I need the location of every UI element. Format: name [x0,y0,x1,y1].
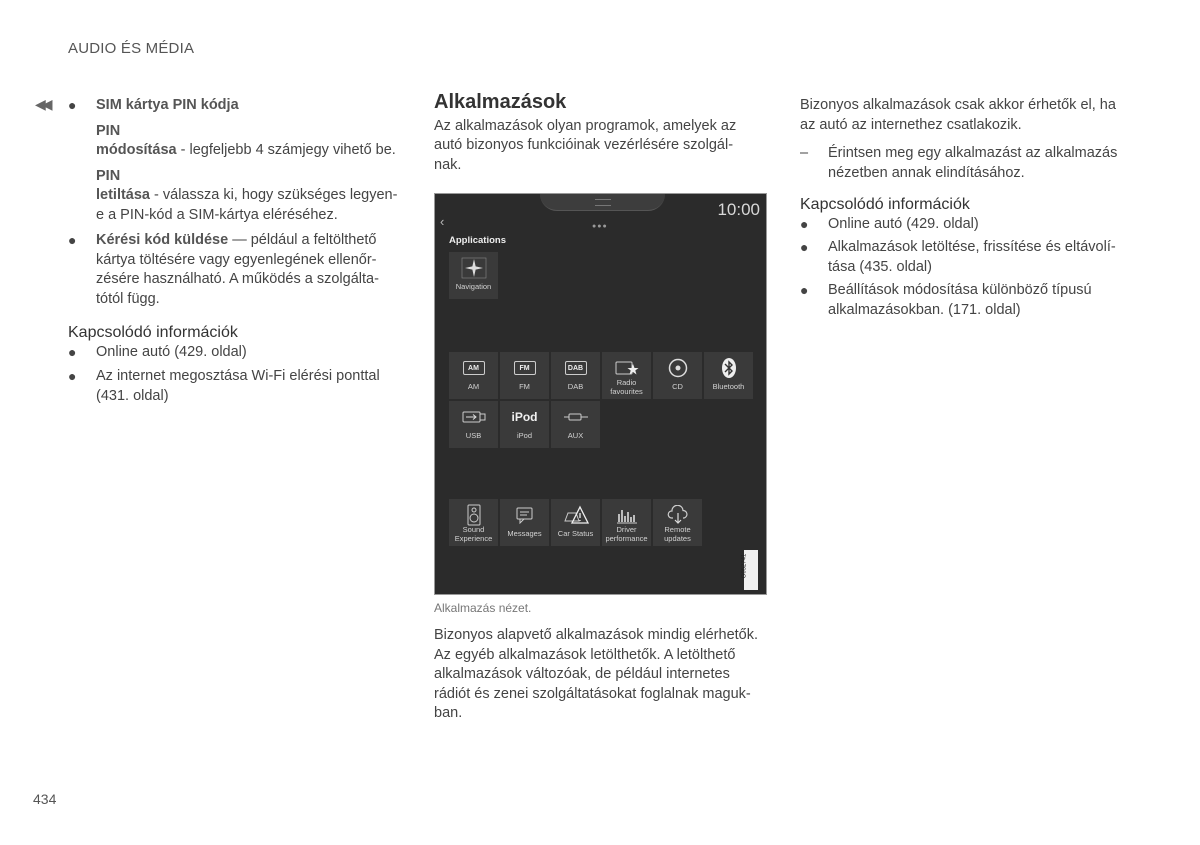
image-id-label [741,550,758,590]
related-link[interactable] [800,215,1130,235]
term: módosítása [96,142,177,158]
cd-icon [653,358,702,378]
app-tile-am[interactable] [449,352,499,400]
related-link[interactable] [68,343,398,363]
app-tile-cd[interactable] [653,352,703,400]
term: letiltása [96,187,150,203]
radio-star-icon [602,358,651,378]
app-tile-fm[interactable] [500,352,550,400]
app-view-screenshot [434,193,767,595]
app-tile-label: CD [672,382,683,391]
app-tile-usb[interactable] [449,401,499,449]
term-description: - válassza ki, hogy szükséges legyen-e a PIN-kód a SIM-kártya eléréséhez. [96,187,398,223]
app-tile-label: USB [465,431,482,440]
aux-cable-icon [551,407,600,427]
app-tile-label: Bluetooth [712,382,745,391]
related-link-text[interactable]: Alkalmazások letöltése, frissítése és eltávolí-tása (435. oldal) [828,239,1116,275]
app-tile-label: FM [519,382,530,391]
related-link-text[interactable]: Beállítások módosítása különböző típusú alkalmazásokban. (171. oldal) [828,282,1092,318]
app-tile-label: AM [467,382,480,391]
app-tile-label: Sound Experience [454,525,493,543]
bullet-icon: ● [800,215,809,232]
warning-car-icon [551,505,600,525]
related-heading: Kapcsolódó információk [800,196,970,213]
app-tile-label: Car Status [557,529,594,538]
bullet-icon: ● [68,232,77,248]
bullet-title: SIM kártya PIN kódja [96,97,239,113]
bullet-icon: ● [68,368,77,384]
app-tile-aux[interactable] [551,401,601,449]
app-tile-label: Messages [507,529,542,538]
related-link[interactable] [800,238,1130,277]
pin-disable-paragraph [68,167,398,226]
app-tile-label: AUX [567,431,584,440]
app-tile-label: Driver performance [605,525,648,543]
clock: 10:00 [717,200,760,219]
term-description: - legfeljebb 4 számjegy vihető be. [176,142,396,158]
app-tile-driver-performance[interactable] [602,499,652,547]
app-tile-label: Navigation [455,282,492,291]
page-header: AUDIO ÉS MÉDIA [68,40,195,57]
app-tile-label: iPod [516,431,532,440]
intro-text: Bizonyos alkalmazások csak akkor érhetők el, ha az autó az internethez csatlakozik. [800,97,1116,133]
page-dots: ●●● [592,223,608,230]
list-item [68,96,398,116]
step-text: Érintsen meg egy alkalmazást az alkalmazás nézetben annak elindításához. [828,145,1118,181]
pin-modify-paragraph [68,122,398,161]
radio-dab-icon: DAB [565,361,587,375]
term: Kérési kód küldése [96,232,229,248]
ipod-icon: iPod [511,410,538,424]
app-tile-dab[interactable] [551,352,601,400]
app-tile-remote-updates[interactable] [653,499,703,547]
list-item [68,231,398,309]
app-tile-car-status[interactable] [551,499,601,547]
app-tile-label: DAB [567,382,584,391]
compass-icon [449,258,498,278]
radio-fm-icon: FM [514,361,536,375]
app-tile-label: Remote updates [664,525,691,543]
related-heading: Kapcsolódó információk [68,324,238,341]
speaker-icon [449,505,498,525]
related-link[interactable] [68,367,398,406]
term-description: — például a feltölthető kártya töltésére vagy egyenlegének ellenőr-zésére használható. A működés a szolgálta-tótól függ. [96,232,379,307]
app-tile-messages[interactable] [500,499,550,547]
bullet-icon: ● [68,343,77,360]
step-item [800,144,1130,183]
screen-notch [540,194,665,211]
bullet-icon: ● [800,239,809,255]
left-column [68,96,398,406]
app-tile-navigation[interactable] [449,252,499,300]
back-arrow-icon[interactable]: ‹ [440,214,445,229]
related-link-text[interactable]: Online autó (429. oldal) [828,215,979,232]
message-bubble-icon [500,505,549,525]
double-left-arrow-icon[interactable]: ◀◀ [35,96,49,112]
image-id-text: G052741 [741,553,748,579]
pin-label: PIN [96,167,121,184]
app-tile-bluetooth[interactable] [704,352,754,400]
right-column [800,96,1130,320]
figure-caption: Alkalmazás nézet. [434,601,532,615]
related-link-text[interactable]: Az internet megosztása Wi-Fi elérési ponttal (431. oldal) [96,368,380,404]
applications-title: Applications [449,235,507,246]
usb-icon [449,407,498,427]
body-text: Bizonyos alapvető alkalmazások mindig elérhetők. Az egyéb alkalmazások letölthetők. A letölthető alkalmazások változóak, de például internetes rádiót és zenei szolgáltatásokat foglalnak maguk-ban. [434,627,759,721]
app-tile-ipod[interactable] [500,401,550,449]
app-tile-sound-experience[interactable] [449,499,499,547]
bullet-icon: ● [68,97,77,113]
pin-label: PIN [96,122,121,139]
bluetooth-icon [704,358,753,378]
page-number: 434 [33,791,57,807]
radio-am-icon: AM [463,361,485,375]
section-title: Alkalmazások [434,91,567,113]
related-link[interactable] [800,281,1130,320]
bullet-icon: ● [800,282,809,298]
bar-graph-icon [602,505,651,525]
app-tile-radio-favourites[interactable] [602,352,652,400]
related-link-text[interactable]: Online autó (429. oldal) [96,343,247,360]
cloud-download-icon [653,505,702,525]
intro-text: Az alkalmazások olyan programok, amelyek az autó bizonyos funkcióinak vezérlésére szolgál-nak. [434,117,737,173]
middle-body [434,626,768,724]
dash-marker: – [800,145,809,161]
app-tile-label: Radio favourites [610,378,643,396]
middle-column [434,93,754,175]
